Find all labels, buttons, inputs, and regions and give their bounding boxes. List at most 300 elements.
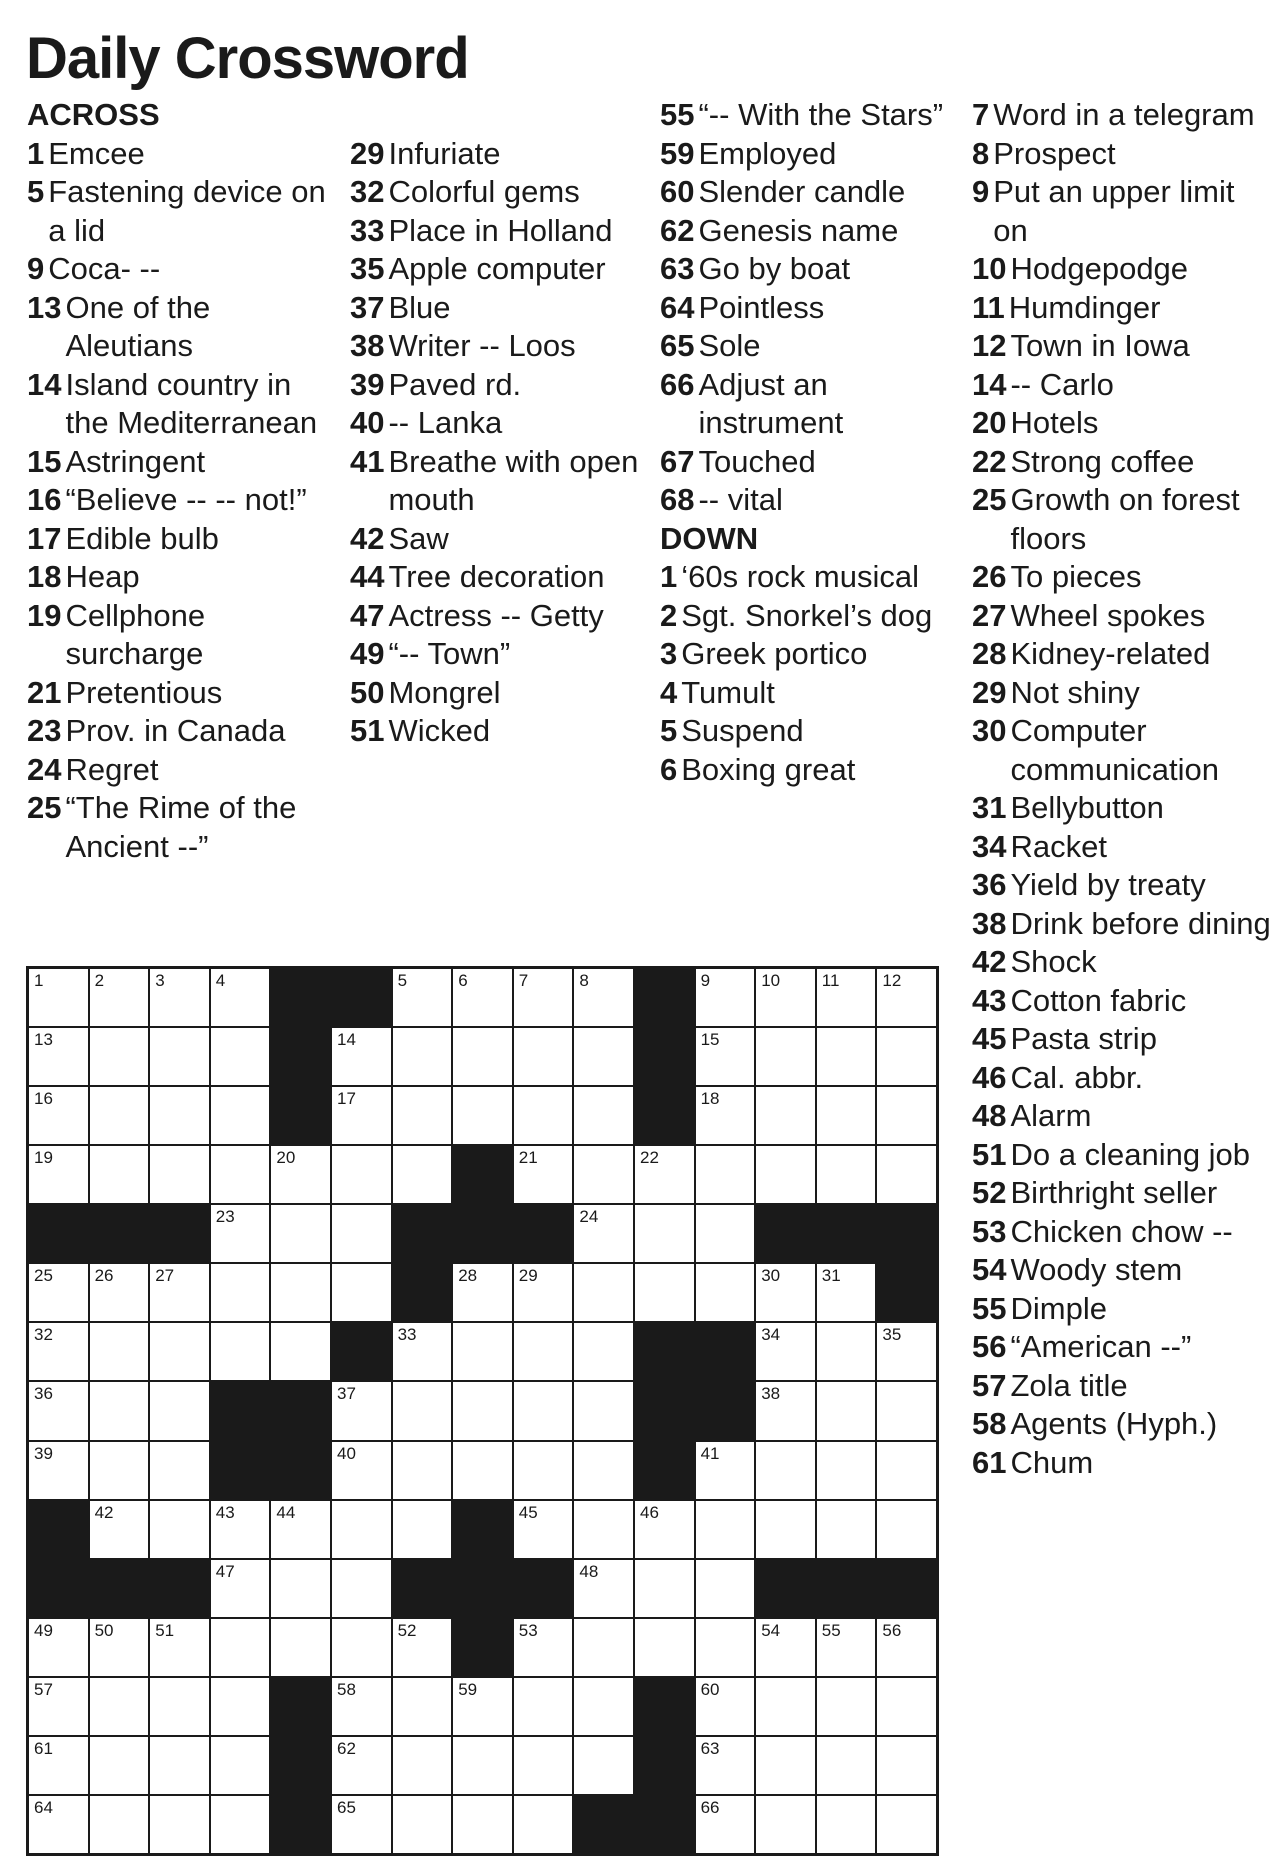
grid-cell[interactable] bbox=[332, 1442, 391, 1499]
grid-cell[interactable] bbox=[635, 1619, 694, 1676]
clue-text: Island country in the Mediterranean bbox=[65, 366, 318, 440]
grid-cell[interactable] bbox=[332, 1560, 391, 1617]
grid-cell[interactable] bbox=[574, 1678, 633, 1735]
clue-number: 29 bbox=[350, 135, 385, 171]
grid-cell[interactable] bbox=[635, 1264, 694, 1321]
grid-cell[interactable] bbox=[817, 1028, 876, 1085]
cell-number: 11 bbox=[821, 971, 840, 990]
down-clue bbox=[972, 366, 1272, 405]
black-square bbox=[150, 1560, 209, 1617]
grid-cell[interactable] bbox=[817, 1382, 876, 1439]
grid-cell[interactable] bbox=[29, 1028, 88, 1085]
grid-cell[interactable] bbox=[90, 1087, 149, 1144]
grid-cell[interactable] bbox=[574, 969, 633, 1026]
cell-number: 32 bbox=[34, 1325, 53, 1345]
cell-number: 48 bbox=[579, 1561, 599, 1581]
grid-cell[interactable] bbox=[514, 1087, 573, 1144]
down-clue bbox=[972, 1097, 1272, 1136]
grid-cell[interactable] bbox=[90, 1619, 149, 1676]
across-clue bbox=[27, 520, 332, 559]
grid-cell[interactable] bbox=[574, 1619, 633, 1676]
grid-cell[interactable] bbox=[514, 969, 573, 1026]
grid-cell[interactable] bbox=[150, 1087, 209, 1144]
grid-cell[interactable] bbox=[514, 1796, 573, 1853]
clue-number: 18 bbox=[27, 559, 62, 594]
grid-cell[interactable] bbox=[696, 1678, 755, 1735]
cell-number: 45 bbox=[518, 1502, 538, 1522]
clue-number: 7 bbox=[972, 97, 990, 132]
grid-cell[interactable] bbox=[756, 1382, 815, 1439]
grid-cell[interactable] bbox=[877, 1619, 936, 1676]
grid-cell[interactable] bbox=[150, 969, 209, 1026]
grid-cell[interactable] bbox=[332, 1678, 391, 1735]
grid-cell[interactable] bbox=[29, 1737, 88, 1794]
grid-cell[interactable] bbox=[756, 1442, 815, 1499]
grid-cell[interactable] bbox=[817, 1442, 876, 1499]
grid-cell[interactable] bbox=[211, 1501, 270, 1558]
grid-cell[interactable] bbox=[696, 1737, 755, 1794]
down-clue bbox=[660, 597, 955, 636]
grid-cell[interactable] bbox=[332, 1501, 391, 1558]
clue-number: 25 bbox=[972, 482, 1007, 517]
grid-cell[interactable] bbox=[150, 1501, 209, 1558]
grid-cell[interactable] bbox=[90, 1323, 149, 1380]
grid-cell[interactable] bbox=[635, 1205, 694, 1262]
grid-cell[interactable] bbox=[877, 969, 936, 1026]
grid-cell[interactable] bbox=[453, 1087, 512, 1144]
grid-cell[interactable] bbox=[877, 1146, 936, 1203]
grid-cell[interactable] bbox=[393, 1028, 452, 1085]
across-clue bbox=[660, 327, 955, 366]
grid-cell[interactable] bbox=[150, 1796, 209, 1853]
across-clue bbox=[660, 96, 955, 135]
grid-cell[interactable] bbox=[29, 1146, 88, 1203]
grid-cell[interactable] bbox=[514, 1501, 573, 1558]
grid-cell[interactable] bbox=[877, 1323, 936, 1380]
grid-cell[interactable] bbox=[332, 1737, 391, 1794]
grid-cell[interactable] bbox=[90, 969, 149, 1026]
grid-cell[interactable] bbox=[393, 1442, 452, 1499]
grid-cell[interactable] bbox=[696, 1087, 755, 1144]
clue-text: Sole bbox=[698, 328, 761, 363]
grid-cell[interactable] bbox=[393, 1619, 452, 1676]
grid-cell[interactable] bbox=[211, 1146, 270, 1203]
grid-cell[interactable] bbox=[817, 1264, 876, 1321]
across-clue bbox=[660, 212, 955, 251]
grid-cell[interactable] bbox=[211, 1796, 270, 1853]
grid-cell[interactable] bbox=[514, 1264, 573, 1321]
grid-cell[interactable] bbox=[150, 1442, 209, 1499]
grid-cell[interactable] bbox=[393, 1737, 452, 1794]
clue-text: Prospect bbox=[993, 135, 1116, 171]
clue-number: 41 bbox=[350, 443, 385, 479]
down-clue bbox=[972, 1328, 1272, 1367]
grid-cell[interactable] bbox=[453, 1028, 512, 1085]
grid-cell[interactable] bbox=[756, 1796, 815, 1853]
grid-cell[interactable] bbox=[332, 1382, 391, 1439]
clue-text: Genesis name bbox=[698, 212, 899, 248]
grid-cell[interactable] bbox=[574, 1442, 633, 1499]
clue-number: 12 bbox=[972, 328, 1007, 363]
clue-number: 14 bbox=[27, 366, 62, 402]
cell-number: 13 bbox=[34, 1030, 53, 1050]
clue-column-1 bbox=[27, 96, 332, 866]
grid-cell[interactable] bbox=[29, 969, 88, 1026]
across-clue bbox=[350, 212, 650, 251]
grid-cell[interactable] bbox=[90, 1678, 149, 1735]
grid-cell[interactable] bbox=[696, 1442, 755, 1499]
grid-cell[interactable] bbox=[574, 1323, 633, 1380]
black-square bbox=[635, 1382, 694, 1439]
clue-text: Racket bbox=[1010, 828, 1107, 864]
grid-cell[interactable] bbox=[756, 1501, 815, 1558]
grid-cell[interactable] bbox=[696, 1501, 755, 1558]
black-square bbox=[453, 1146, 512, 1203]
grid-cell[interactable] bbox=[453, 1323, 512, 1380]
across-clue bbox=[27, 674, 332, 713]
clue-text: Pasta strip bbox=[1010, 1021, 1157, 1056]
clue-text: Humdinger bbox=[1008, 289, 1161, 325]
grid-cell[interactable] bbox=[514, 1619, 573, 1676]
grid-cell[interactable] bbox=[150, 1737, 209, 1794]
clue-number: 51 bbox=[350, 713, 385, 748]
grid-cell[interactable] bbox=[29, 1323, 88, 1380]
grid-cell[interactable] bbox=[211, 1087, 270, 1144]
grid-cell[interactable] bbox=[90, 1796, 149, 1853]
clue-text: Birthright seller bbox=[1010, 1175, 1218, 1210]
grid-cell[interactable] bbox=[211, 1560, 270, 1617]
grid-cell[interactable] bbox=[150, 1382, 209, 1439]
grid-cell[interactable] bbox=[211, 1205, 270, 1262]
black-square bbox=[271, 1028, 330, 1085]
grid-cell[interactable] bbox=[696, 1205, 755, 1262]
clue-text: Regret bbox=[65, 751, 159, 787]
clue-number: 4 bbox=[660, 674, 678, 710]
grid-cell[interactable] bbox=[514, 1028, 573, 1085]
grid-cell[interactable] bbox=[211, 969, 270, 1026]
clue-text: Dimple bbox=[1010, 1290, 1107, 1326]
clue-text: Kidney-related bbox=[1010, 636, 1211, 671]
grid-cell[interactable] bbox=[817, 1501, 876, 1558]
cell-number: 9 bbox=[700, 971, 711, 990]
down-clue bbox=[972, 1059, 1272, 1098]
page-title: Daily Crossword bbox=[26, 26, 469, 91]
clue-text: Alarm bbox=[1010, 1098, 1092, 1133]
clue-number: 6 bbox=[660, 751, 678, 787]
grid-cell[interactable] bbox=[756, 1028, 815, 1085]
grid-cell[interactable] bbox=[211, 1323, 270, 1380]
grid-cell[interactable] bbox=[150, 1264, 209, 1321]
cell-number: 35 bbox=[882, 1325, 902, 1345]
clue-number: 35 bbox=[350, 251, 385, 286]
across-clue bbox=[350, 327, 650, 366]
grid-cell[interactable] bbox=[574, 1028, 633, 1085]
black-square bbox=[150, 1205, 209, 1262]
grid-cell[interactable] bbox=[514, 1382, 573, 1439]
black-square bbox=[211, 1382, 270, 1439]
down-clue bbox=[972, 96, 1272, 135]
clue-number: 29 bbox=[972, 674, 1007, 710]
down-clue bbox=[972, 443, 1272, 482]
grid-cell[interactable] bbox=[877, 1501, 936, 1558]
clue-text: Tree decoration bbox=[388, 559, 605, 594]
clue-number: 44 bbox=[350, 559, 385, 594]
grid-cell[interactable] bbox=[29, 1678, 88, 1735]
grid-cell[interactable] bbox=[877, 1737, 936, 1794]
down-clue bbox=[972, 1213, 1272, 1252]
grid-cell[interactable] bbox=[271, 1205, 330, 1262]
cell-number: 8 bbox=[579, 971, 589, 990]
cell-number: 17 bbox=[336, 1089, 356, 1109]
grid-cell[interactable] bbox=[271, 1560, 330, 1617]
clue-text: One of the Aleutians bbox=[65, 289, 211, 363]
clue-number: 13 bbox=[27, 289, 62, 325]
down-clue bbox=[972, 1020, 1272, 1059]
across-clue bbox=[350, 366, 650, 405]
grid-cell[interactable] bbox=[574, 1264, 633, 1321]
grid-cell[interactable] bbox=[150, 1323, 209, 1380]
black-square bbox=[271, 969, 330, 1026]
grid-cell[interactable] bbox=[150, 1678, 209, 1735]
grid-cell[interactable] bbox=[817, 1146, 876, 1203]
grid-cell[interactable] bbox=[332, 1264, 391, 1321]
grid-cell[interactable] bbox=[211, 1028, 270, 1085]
cell-number: 14 bbox=[336, 1030, 356, 1050]
black-square bbox=[271, 1382, 330, 1439]
clue-text: Cellphone surcharge bbox=[65, 597, 206, 671]
grid-cell[interactable] bbox=[271, 1146, 330, 1203]
grid-cell[interactable] bbox=[756, 1619, 815, 1676]
across-clue bbox=[350, 635, 650, 674]
down-clue bbox=[972, 712, 1272, 789]
grid-cell[interactable] bbox=[29, 1382, 88, 1439]
cell-number: 42 bbox=[94, 1502, 114, 1522]
black-square bbox=[271, 1737, 330, 1794]
grid-cell[interactable] bbox=[877, 1796, 936, 1853]
grid-cell[interactable] bbox=[817, 1796, 876, 1853]
clue-text: Breathe with open mouth bbox=[388, 443, 639, 517]
clue-text: Fastening device on a lid bbox=[48, 174, 326, 248]
clue-number: 31 bbox=[972, 790, 1007, 825]
black-square bbox=[817, 1560, 876, 1617]
grid-cell[interactable] bbox=[817, 1619, 876, 1676]
grid-cell[interactable] bbox=[90, 1264, 149, 1321]
grid-cell[interactable] bbox=[877, 1087, 936, 1144]
black-square bbox=[29, 1560, 88, 1617]
black-square bbox=[393, 1264, 452, 1321]
grid-cell[interactable] bbox=[332, 1796, 391, 1853]
grid-cell[interactable] bbox=[211, 1264, 270, 1321]
black-square bbox=[90, 1560, 149, 1617]
grid-cell[interactable] bbox=[90, 1442, 149, 1499]
clue-number: 1 bbox=[660, 559, 678, 594]
grid-cell[interactable] bbox=[393, 1382, 452, 1439]
grid-cell[interactable] bbox=[393, 1501, 452, 1558]
grid-cell[interactable] bbox=[453, 1737, 512, 1794]
grid-cell[interactable] bbox=[877, 1028, 936, 1085]
grid-cell[interactable] bbox=[453, 969, 512, 1026]
clue-number: 20 bbox=[972, 405, 1007, 440]
clue-text: Place in Holland bbox=[388, 212, 613, 248]
grid-cell[interactable] bbox=[29, 1796, 88, 1853]
clue-number: 60 bbox=[660, 174, 695, 209]
grid-cell[interactable] bbox=[150, 1028, 209, 1085]
across-clue bbox=[27, 443, 332, 482]
grid-cell[interactable] bbox=[574, 1205, 633, 1262]
grid-cell[interactable] bbox=[635, 1501, 694, 1558]
grid-cell[interactable] bbox=[150, 1146, 209, 1203]
across-clue bbox=[27, 289, 332, 366]
grid-cell[interactable] bbox=[271, 1501, 330, 1558]
grid-cell[interactable] bbox=[756, 1087, 815, 1144]
clue-text: -- Lanka bbox=[388, 405, 503, 440]
grid-cell[interactable] bbox=[453, 1678, 512, 1735]
grid-cell[interactable] bbox=[574, 1087, 633, 1144]
clue-text: Saw bbox=[388, 520, 449, 556]
grid-cell[interactable] bbox=[393, 1796, 452, 1853]
grid-cell[interactable] bbox=[332, 1028, 391, 1085]
clue-text: Mongrel bbox=[388, 674, 501, 710]
grid-cell[interactable] bbox=[90, 1382, 149, 1439]
grid-cell[interactable] bbox=[332, 1619, 391, 1676]
grid-cell[interactable] bbox=[756, 1146, 815, 1203]
clue-number: 28 bbox=[972, 636, 1007, 671]
grid-cell[interactable] bbox=[574, 1560, 633, 1617]
grid-cell[interactable] bbox=[29, 1442, 88, 1499]
clue-text: Prov. in Canada bbox=[65, 713, 286, 748]
grid-cell[interactable] bbox=[696, 1146, 755, 1203]
grid-cell[interactable] bbox=[696, 1619, 755, 1676]
clue-number: 22 bbox=[972, 443, 1007, 479]
clue-number: 1 bbox=[27, 135, 45, 171]
clue-text: Computer communication bbox=[1010, 713, 1219, 787]
grid-cell[interactable] bbox=[90, 1501, 149, 1558]
down-clue bbox=[972, 1367, 1272, 1406]
grid-cell[interactable] bbox=[393, 969, 452, 1026]
grid-cell[interactable] bbox=[211, 1737, 270, 1794]
grid-cell[interactable] bbox=[150, 1619, 209, 1676]
grid-cell[interactable] bbox=[453, 1264, 512, 1321]
grid-cell[interactable] bbox=[211, 1619, 270, 1676]
grid-cell[interactable] bbox=[635, 1560, 694, 1617]
across-clue bbox=[350, 443, 650, 520]
grid-cell[interactable] bbox=[574, 1737, 633, 1794]
grid-cell[interactable] bbox=[393, 1678, 452, 1735]
grid-cell[interactable] bbox=[393, 1087, 452, 1144]
black-square bbox=[635, 969, 694, 1026]
clue-text: ‘60s rock musical bbox=[681, 559, 919, 594]
clue-text: Shock bbox=[1010, 944, 1097, 979]
grid-cell[interactable] bbox=[453, 1382, 512, 1439]
clue-number: 3 bbox=[660, 636, 678, 671]
clue-text: Pointless bbox=[698, 289, 825, 325]
grid-cell[interactable] bbox=[271, 1323, 330, 1380]
grid-cell[interactable] bbox=[574, 1146, 633, 1203]
grid-cell[interactable] bbox=[211, 1678, 270, 1735]
grid-cell[interactable] bbox=[756, 969, 815, 1026]
grid-cell[interactable] bbox=[393, 1146, 452, 1203]
grid-cell[interactable] bbox=[756, 1678, 815, 1735]
grid-cell[interactable] bbox=[877, 1442, 936, 1499]
grid-cell[interactable] bbox=[817, 1323, 876, 1380]
cell-number: 39 bbox=[34, 1443, 53, 1463]
grid-cell[interactable] bbox=[696, 1028, 755, 1085]
grid-cell[interactable] bbox=[514, 1146, 573, 1203]
grid-cell[interactable] bbox=[514, 1323, 573, 1380]
black-square bbox=[271, 1442, 330, 1499]
grid-cell[interactable] bbox=[514, 1442, 573, 1499]
clue-text: Suspend bbox=[681, 713, 804, 748]
grid-cell[interactable] bbox=[696, 1264, 755, 1321]
clue-number: 54 bbox=[972, 1252, 1007, 1287]
grid-cell[interactable] bbox=[574, 1382, 633, 1439]
grid-cell[interactable] bbox=[877, 1678, 936, 1735]
down-clue bbox=[972, 173, 1272, 250]
clue-number: 39 bbox=[350, 366, 385, 402]
clue-number: 15 bbox=[27, 443, 62, 479]
grid-cell[interactable] bbox=[817, 1087, 876, 1144]
clue-text: Bellybutton bbox=[1010, 790, 1164, 825]
clue-text: Town in Iowa bbox=[1010, 328, 1190, 363]
grid-cell[interactable] bbox=[453, 1442, 512, 1499]
grid-cell[interactable] bbox=[90, 1737, 149, 1794]
clue-number: 27 bbox=[972, 597, 1007, 633]
clue-number: 5 bbox=[27, 174, 45, 209]
clue-text: “Believe -- -- not!” bbox=[65, 482, 307, 517]
black-square bbox=[514, 1205, 573, 1262]
cell-number: 22 bbox=[639, 1148, 659, 1168]
grid-cell[interactable] bbox=[514, 1678, 573, 1735]
grid-cell[interactable] bbox=[90, 1028, 149, 1085]
grid-cell[interactable] bbox=[332, 1087, 391, 1144]
grid-cell[interactable] bbox=[817, 1678, 876, 1735]
grid-cell[interactable] bbox=[29, 1619, 88, 1676]
grid-cell[interactable] bbox=[756, 1737, 815, 1794]
grid-cell[interactable] bbox=[696, 1560, 755, 1617]
grid-cell[interactable] bbox=[332, 1205, 391, 1262]
grid-cell[interactable] bbox=[756, 1323, 815, 1380]
black-square bbox=[877, 1205, 936, 1262]
grid-cell[interactable] bbox=[817, 1737, 876, 1794]
grid-cell[interactable] bbox=[696, 969, 755, 1026]
grid-cell[interactable] bbox=[756, 1264, 815, 1321]
grid-cell[interactable] bbox=[90, 1146, 149, 1203]
grid-cell[interactable] bbox=[29, 1087, 88, 1144]
grid-cell[interactable] bbox=[696, 1796, 755, 1853]
grid-cell[interactable] bbox=[271, 1264, 330, 1321]
grid-cell[interactable] bbox=[453, 1796, 512, 1853]
cell-number: 21 bbox=[518, 1148, 538, 1168]
grid-cell[interactable] bbox=[574, 1501, 633, 1558]
clue-text: Coca- -- bbox=[48, 251, 161, 286]
clue-column-3 bbox=[660, 96, 955, 789]
black-square bbox=[635, 1796, 694, 1853]
black-square bbox=[877, 1264, 936, 1321]
grid-cell[interactable] bbox=[29, 1264, 88, 1321]
down-clue bbox=[972, 1405, 1272, 1444]
grid-cell[interactable] bbox=[332, 1146, 391, 1203]
cell-number: 30 bbox=[761, 1266, 781, 1286]
clue-text: Yield by treaty bbox=[1010, 867, 1206, 902]
grid-cell[interactable] bbox=[817, 969, 876, 1026]
clue-number: 61 bbox=[972, 1444, 1007, 1480]
grid-cell[interactable] bbox=[635, 1146, 694, 1203]
grid-cell[interactable] bbox=[877, 1382, 936, 1439]
clue-number: 24 bbox=[27, 751, 62, 787]
grid-cell[interactable] bbox=[514, 1737, 573, 1794]
grid-cell[interactable] bbox=[393, 1323, 452, 1380]
grid-cell[interactable] bbox=[271, 1619, 330, 1676]
